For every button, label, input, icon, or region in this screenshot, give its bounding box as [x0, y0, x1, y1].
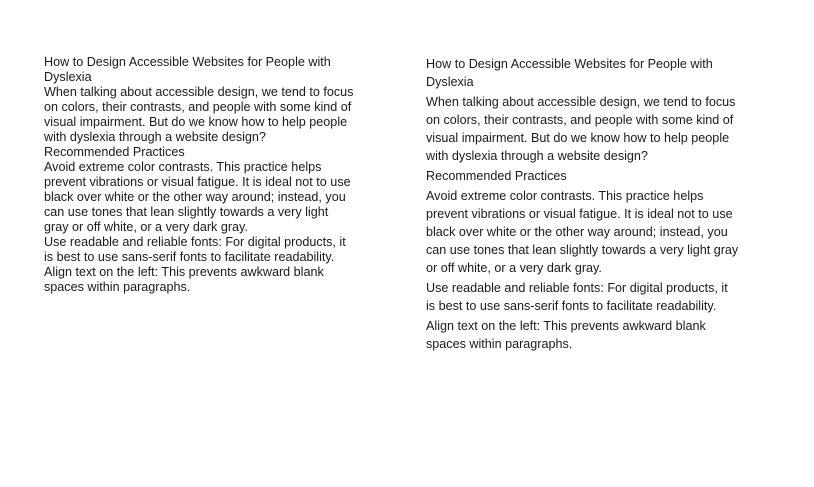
practice-item: Use readable and reliable fonts: For digital products, it is best to use sans-serif fonts to facilitate readability. — [426, 281, 728, 313]
text-block-relaxed-spacing — [426, 55, 740, 355]
article-intro: When talking about accessible design, we tend to focus on colors, their contrasts, and people with some kind of visual impairment. But do we know how to help people with dyslexia through a website design? — [426, 95, 736, 163]
section-heading: Recommended Practices — [426, 169, 567, 183]
practice-item: Avoid extreme color contrasts. This practice helps prevent vibrations or visual fatigue. It is ideal not to use black over white or the other way around; instead, you can use tones that lean slightly towards a very light gray or off white, or a very dark gray. — [44, 160, 351, 234]
article-intro: When talking about accessible design, we tend to focus on colors, their contrasts, and people with some kind of visual impairment. But do we know how to help people with dyslexia through a website design? — [44, 85, 354, 144]
practice-item: Align text on the left: This prevents awkward blank spaces within paragraphs. — [426, 319, 706, 351]
article-title: How to Design Accessible Websites for People with Dyslexia — [426, 57, 713, 89]
article-title: How to Design Accessible Websites for People with Dyslexia — [44, 55, 331, 84]
practice-item: Avoid extreme color contrasts. This practice helps prevent vibrations or visual fatigue. It is ideal not to use black over white or the other way around; instead, you can use tones that lean slightly towards a very light gray or off white, or a very dark gray. — [426, 189, 739, 275]
practice-item: Align text on the left: This prevents awkward blank spaces within paragraphs. — [44, 265, 324, 294]
section-heading: Recommended Practices — [44, 145, 185, 159]
text-block-tight-spacing — [44, 55, 356, 295]
practice-item: Use readable and reliable fonts: For digital products, it is best to use sans-serif fonts to facilitate readability. — [44, 235, 346, 264]
